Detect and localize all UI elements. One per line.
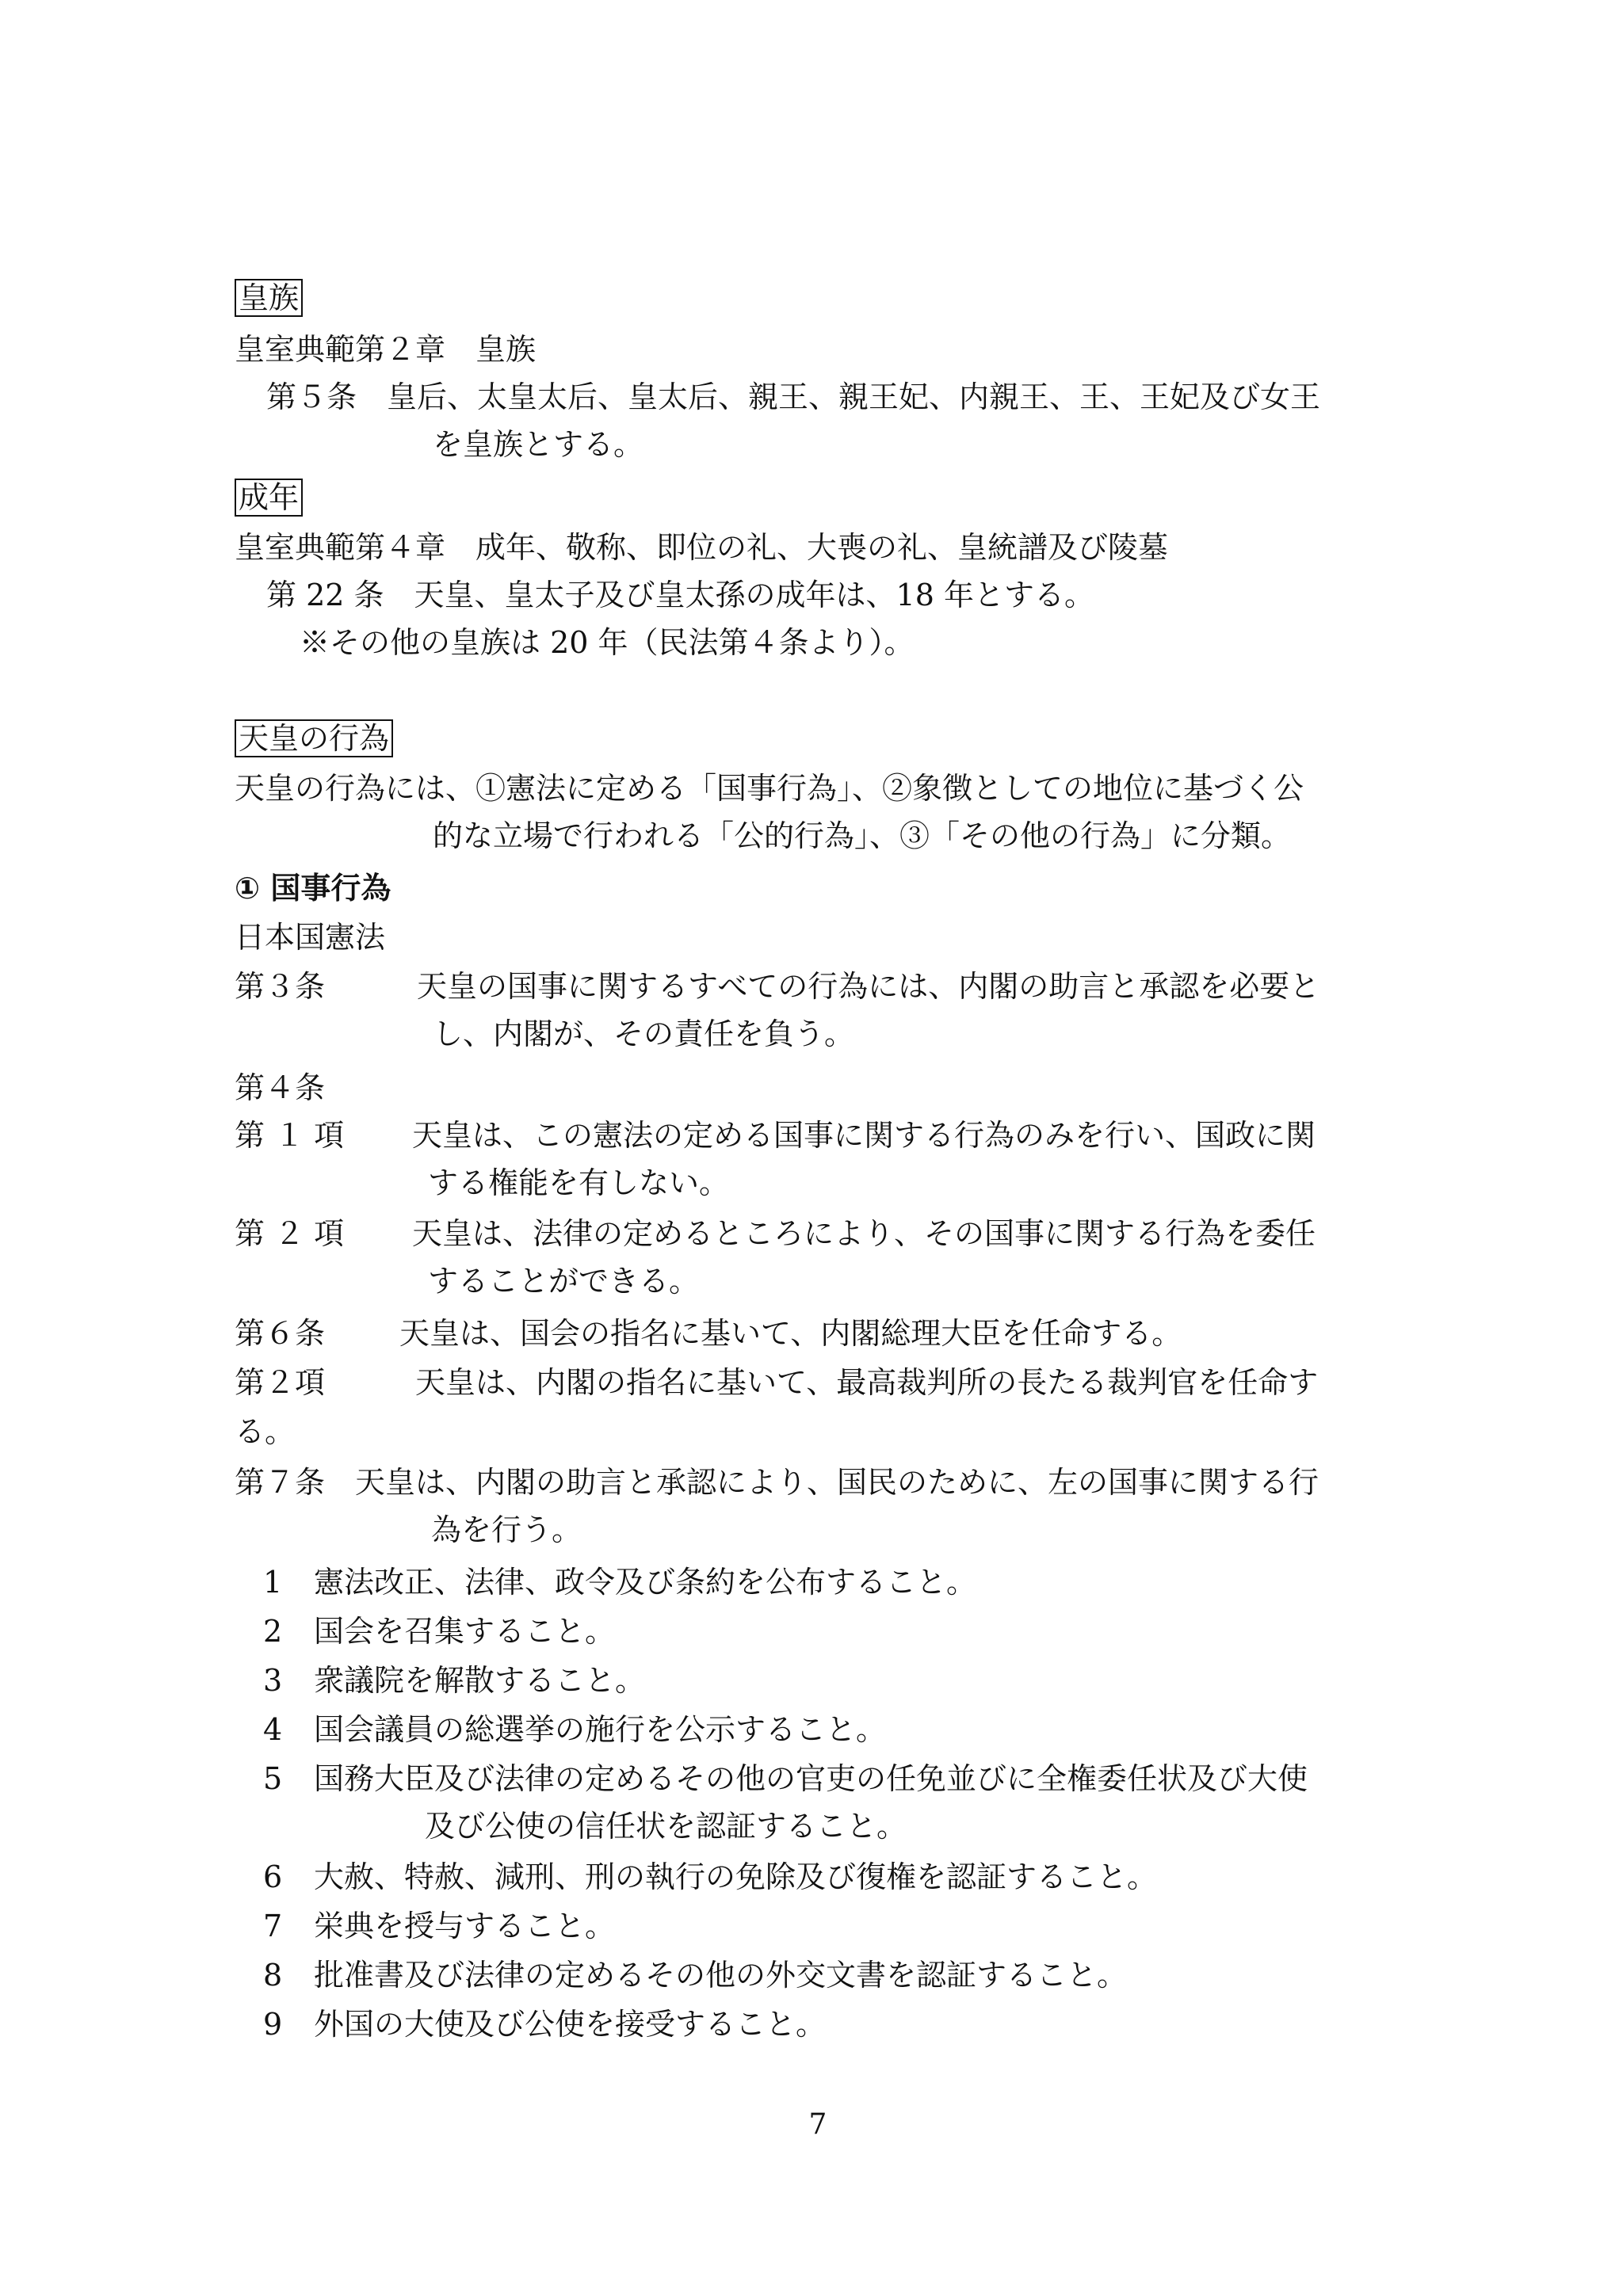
section-heading-koui: 天皇の行為 [235,719,393,757]
note-seinen: ※その他の皇族は 20 年（民法第４条より）。 [300,625,915,660]
article-4-paragraph-2-line-1: 天皇は、法律の定めるところにより、その国事に関する行為を委任 [412,1216,1316,1251]
article-22: 第 22 条 天皇、皇太子及び皇太孫の成年は、18 年とする。 [266,578,1094,612]
article-6-paragraph-2-label: 第２項 [235,1365,326,1400]
article-3-line-1: 天皇の国事に関するすべての行為には、内閣の助言と承認を必要と [417,969,1320,1004]
article-6-paragraph-2-line-1: 天皇は、内閣の指名に基いて、最高裁判所の長たる裁判官を任命す [415,1365,1319,1400]
list-item-number: 2 [263,1614,283,1649]
list-item-number: 7 [263,1909,283,1943]
source-seinen: 皇室典範第４章 成年、敬称、即位の礼、大喪の礼、皇統譜及び陵墓 [235,530,1169,565]
list-item-number: 8 [263,1958,283,1993]
source-kozoku: 皇室典範第２章 皇族 [235,332,537,367]
page-number: 7 [808,2108,827,2141]
section-heading-kozoku: 皇族 [235,279,303,317]
article-4-paragraph-2-label: 第 ２ 項 [235,1216,345,1251]
list-item-number: 1 [263,1565,283,1600]
list-item-text: 国会議員の総選挙の施行を公示すること。 [314,1712,887,1747]
article-4-paragraph-1-line-1: 天皇は、この憲法の定める国事に関する行為のみを行い、国政に関 [412,1118,1316,1153]
article-5-line-2: を皇族とする。 [433,427,644,462]
list-item-text: 批准書及び法律の定めるその他の外交文書を認証すること。 [314,1958,1128,1993]
article-3-label: 第３条 [235,969,326,1004]
intro-line-2: 的な立場で行われる「公的行為」、③「その他の行為」に分類。 [433,818,1292,853]
list-item-text: 外国の大使及び公使を接受すること。 [314,2007,827,2042]
list-item-text: 憲法改正、法律、政令及び条約を公布すること。 [314,1565,977,1600]
article-4-label: 第４条 [235,1070,326,1105]
list-item-text: 栄典を授与すること。 [314,1909,616,1943]
list-item-text: 衆議院を解散すること。 [314,1663,646,1698]
list-item-number: 6 [263,1859,283,1894]
list-item-text: 国会を召集すること。 [314,1614,616,1649]
article-5-line-1: 第５条 皇后、太皇太后、皇太后、親王、親王妃、内親王、王、王妃及び女王 [266,379,1321,414]
list-item-number: 5 [263,1761,283,1796]
article-4-paragraph-2-line-2: することができる。 [428,1264,700,1299]
article-3-line-2: し、内閣が、その責任を負う。 [433,1016,855,1051]
intro-line-1: 天皇の行為には、①憲法に定める「国事行為」、②象徴としての地位に基づく公 [235,771,1304,806]
sub-heading-kokuji: ① 国事行為 [235,871,391,906]
article-6-label: 第６条 [235,1316,326,1351]
constitution-label: 日本国憲法 [235,920,386,955]
list-item-number: 4 [263,1712,283,1747]
article-7-line-2: 為を行う。 [431,1512,582,1547]
article-6-text: 天皇は、国会の指名に基いて、内閣総理大臣を任命する。 [399,1316,1182,1351]
section-heading-seinen: 成年 [235,479,303,517]
list-item-text: 国務大臣及び法律の定めるその他の官吏の任免並びに全権委任状及び大使 [314,1761,1308,1796]
article-6-paragraph-2-line-2: る。 [235,1414,296,1449]
list-item-number: 3 [263,1663,283,1698]
list-item-text: 大赦、特赦、減刑、刑の執行の免除及び復権を認証すること。 [314,1859,1158,1894]
article-7-line-1: 第７条 天皇は、内閣の助言と承認により、国民のために、左の国事に関する行 [235,1465,1319,1500]
list-item-number: 9 [263,2007,283,2042]
article-4-paragraph-1-line-2: する権能を有しない。 [428,1165,730,1200]
list-item-continuation: 及び公使の信任状を認証すること。 [425,1809,907,1844]
article-4-paragraph-1-label: 第 １ 項 [235,1118,345,1153]
